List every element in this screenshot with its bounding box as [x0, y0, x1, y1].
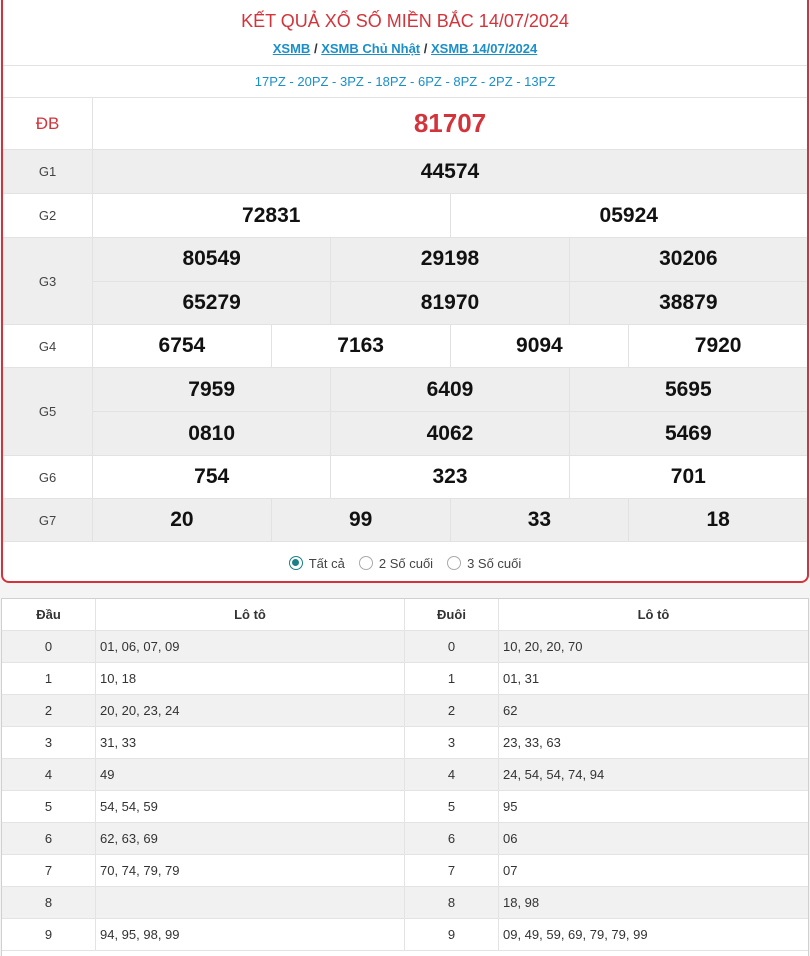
- tail-loto-values: 95: [503, 799, 518, 814]
- head-digit: 4: [2, 759, 96, 790]
- prize-number: 0810: [188, 421, 236, 445]
- prize-row-g4: [3, 325, 807, 368]
- tail-loto-values: 18, 98: [503, 895, 540, 910]
- tail-digit: 5: [405, 791, 499, 822]
- prize-label: ĐB: [3, 98, 93, 149]
- head-loto-values: 01, 06, 07, 09: [96, 631, 405, 662]
- head-loto-values: 62, 63, 69: [96, 823, 405, 854]
- table-row: [2, 663, 808, 695]
- head-digit: 2: [2, 695, 96, 726]
- prize-number: 20: [170, 508, 194, 531]
- head-digit: 5: [2, 791, 96, 822]
- prize-number: 99: [271, 499, 450, 541]
- prize-number: 754: [194, 465, 230, 488]
- head-loto-values: 31, 33: [96, 727, 405, 758]
- prize-row-g7: [3, 499, 807, 542]
- head-digit: 7: [2, 855, 96, 886]
- head-digit: 0: [2, 631, 96, 662]
- radio-selected-icon[interactable]: [289, 556, 303, 570]
- prize-number: 18: [628, 499, 807, 541]
- head-loto-values: 10, 18: [96, 663, 405, 694]
- tail-digit: 1: [405, 663, 499, 694]
- tail-loto-values: 24, 54, 54, 74, 94: [503, 767, 605, 782]
- table-row: [2, 631, 808, 663]
- tail-loto-values: 06: [503, 831, 518, 846]
- filter-label: 2 Số cuối: [378, 555, 434, 571]
- breadcrumb-xsmb-date-link[interactable]: XSMB 14/07/2024: [431, 41, 538, 56]
- head-digit: 6: [2, 823, 96, 854]
- breadcrumb-xsmb-link[interactable]: XSMB: [272, 41, 311, 56]
- prize-number: 30206: [569, 238, 807, 281]
- prize-number: 701: [569, 456, 807, 498]
- page-title: KẾT QUẢ XỔ SỐ MIỀN BẮC 14/07/2024: [241, 11, 569, 31]
- prize-number: 7920: [628, 325, 807, 367]
- column-header-loto: Lô tô: [96, 599, 405, 630]
- loto-header-row: [2, 599, 808, 631]
- prize-label: G2: [3, 194, 93, 237]
- tail-loto-values: 10, 20, 20, 70: [503, 639, 583, 654]
- prize-number: 6754: [158, 334, 206, 357]
- prize-row-g5: [3, 368, 807, 456]
- prize-number: 323: [330, 456, 568, 498]
- filter-label: Tất cả: [308, 555, 345, 571]
- results-card: [1, 0, 809, 583]
- tail-digit: 0: [405, 631, 499, 662]
- prize-label: G3: [3, 238, 93, 324]
- head-loto-values: 49: [96, 759, 405, 790]
- digit-filter-group: [3, 542, 807, 583]
- prize-number: 5469: [569, 412, 807, 455]
- table-row: [2, 919, 808, 951]
- prize-row-special: [3, 98, 807, 150]
- prize-number: 81970: [330, 282, 568, 325]
- loto-table: [1, 598, 809, 956]
- prize-row-g3: [3, 238, 807, 325]
- prize-row-g6: [3, 456, 807, 499]
- tail-digit: 2: [405, 695, 499, 726]
- prize-label: G6: [3, 456, 93, 498]
- prize-number: 80549: [182, 247, 241, 271]
- prize-number: 81707: [413, 108, 487, 138]
- breadcrumb-separator: /: [313, 41, 318, 56]
- tail-loto-values: 62: [503, 703, 518, 718]
- table-row: [2, 823, 808, 855]
- filter-label: 3 Số cuối: [467, 555, 522, 571]
- prize-label: G4: [3, 325, 93, 367]
- head-loto-values: 70, 74, 79, 79: [96, 855, 405, 886]
- prize-label: G7: [3, 499, 93, 541]
- head-loto-values: 54, 54, 59: [96, 791, 405, 822]
- tail-digit: 9: [405, 919, 499, 950]
- head-digit: 3: [2, 727, 96, 758]
- table-row: [2, 727, 808, 759]
- prize-number: 29198: [330, 238, 568, 281]
- tail-loto-values: 09, 49, 59, 69, 79, 79, 99: [503, 927, 648, 942]
- head-loto-values: 20, 20, 23, 24: [96, 695, 405, 726]
- tail-loto-values: 07: [503, 863, 518, 878]
- column-header-loto: Lô tô: [637, 607, 670, 622]
- prize-number: 65279: [182, 290, 241, 314]
- tail-digit: 6: [405, 823, 499, 854]
- breadcrumb: [3, 40, 807, 66]
- prize-number: 7163: [271, 325, 450, 367]
- radio-icon[interactable]: [359, 556, 373, 570]
- prize-number: 72831: [242, 203, 301, 227]
- prize-label: G1: [3, 150, 93, 193]
- breadcrumb-xsmb-sunday-link[interactable]: XSMB Chủ Nhật: [321, 41, 421, 56]
- tail-digit: 8: [405, 887, 499, 918]
- tail-digit: 7: [405, 855, 499, 886]
- prize-row-g1: [3, 150, 807, 194]
- breadcrumb-separator: /: [423, 41, 428, 56]
- filter-last-3-option[interactable]: [447, 556, 521, 571]
- prize-label: G5: [3, 368, 93, 455]
- prize-number: 6409: [330, 368, 568, 411]
- column-header-duoi: Đuôi: [405, 599, 499, 630]
- head-loto-values: [96, 887, 405, 918]
- table-row: [2, 695, 808, 727]
- head-digit: 9: [2, 919, 96, 950]
- prize-number: 5695: [569, 368, 807, 411]
- draw-codes: 17PZ - 20PZ - 3PZ - 18PZ - 6PZ - 8PZ - 2PZ - 13PZ: [254, 74, 556, 89]
- prize-row-g2: [3, 194, 807, 238]
- tail-loto-values: 01, 31: [503, 671, 540, 686]
- prize-number: 38879: [569, 282, 807, 325]
- prize-number: 7959: [188, 377, 236, 401]
- radio-icon[interactable]: [447, 556, 461, 570]
- column-header-dau: Đầu: [2, 599, 96, 630]
- tail-loto-values: 23, 33, 63: [503, 735, 561, 750]
- prize-number: 05924: [450, 194, 808, 237]
- tail-digit: 4: [405, 759, 499, 790]
- table-row: [2, 791, 808, 823]
- table-row: [2, 887, 808, 919]
- table-row: [2, 759, 808, 791]
- prize-number: 33: [450, 499, 629, 541]
- results-header: [3, 0, 807, 98]
- prize-number: 4062: [330, 412, 568, 455]
- head-loto-values: 94, 95, 98, 99: [96, 919, 405, 950]
- table-row: [2, 855, 808, 887]
- prize-number: 9094: [450, 325, 629, 367]
- prize-number: 44574: [420, 159, 480, 183]
- head-digit: 1: [2, 663, 96, 694]
- tail-digit: 3: [405, 727, 499, 758]
- filter-all-option[interactable]: [289, 556, 345, 571]
- head-digit: 8: [2, 887, 96, 918]
- filter-last-2-option[interactable]: [359, 556, 433, 571]
